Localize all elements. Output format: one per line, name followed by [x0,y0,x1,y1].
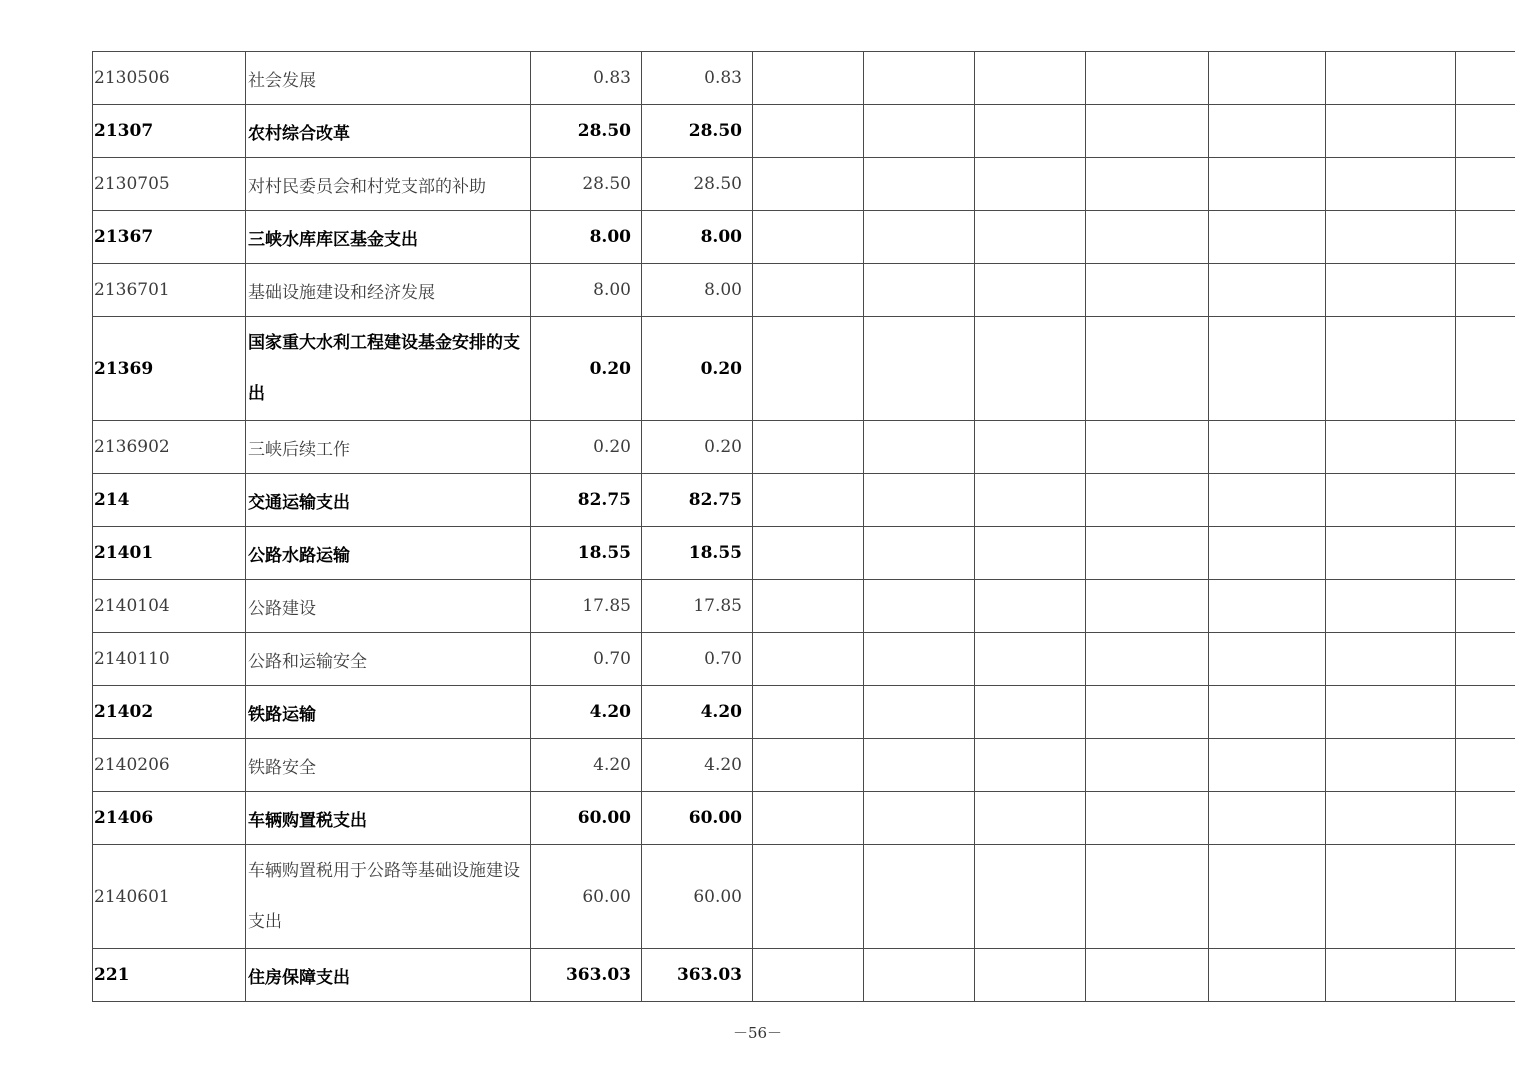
amount-basic: 28.50 [642,105,753,158]
item-code: 21367 [93,211,246,264]
empty-cell [753,686,864,739]
amount-total: 17.85 [531,580,642,633]
empty-cell [1456,949,1515,1002]
empty-cell [753,845,864,949]
table-row [93,474,1515,527]
empty-cell [1209,739,1326,792]
empty-cell [1086,317,1209,421]
amount-total: 4.20 [531,739,642,792]
empty-cell [975,739,1086,792]
empty-cell [1086,527,1209,580]
item-name: 公路和运输安全 [246,633,531,686]
table-row [93,580,1515,633]
empty-cell [1456,264,1515,317]
empty-cell [1326,949,1456,1002]
empty-cell [1326,105,1456,158]
table-row [93,792,1515,845]
empty-cell [864,845,975,949]
empty-cell [864,580,975,633]
empty-cell [1209,52,1326,105]
amount-total: 4.20 [531,686,642,739]
empty-cell [1209,421,1326,474]
empty-cell [864,421,975,474]
item-name: 农村综合改革 [246,105,531,158]
empty-cell [1326,158,1456,211]
empty-cell [1209,105,1326,158]
empty-cell [1456,686,1515,739]
item-code: 2130705 [93,158,246,211]
empty-cell [864,527,975,580]
empty-cell [864,264,975,317]
empty-cell [864,158,975,211]
empty-cell [753,105,864,158]
empty-cell [1326,792,1456,845]
item-code: 2136701 [93,264,246,317]
empty-cell [753,52,864,105]
empty-cell [753,527,864,580]
empty-cell [1456,633,1515,686]
amount-total: 28.50 [531,158,642,211]
item-code: 21402 [93,686,246,739]
amount-total: 8.00 [531,211,642,264]
item-name: 三峡水库库区基金支出 [246,211,531,264]
empty-cell [1209,686,1326,739]
amount-total: 60.00 [531,792,642,845]
page-number: －56－ [732,1024,783,1042]
item-name: 铁路安全 [246,739,531,792]
empty-cell [1456,845,1515,949]
table-row [93,52,1515,105]
empty-cell [753,211,864,264]
budget-table [92,51,1515,1002]
item-code: 2136902 [93,421,246,474]
empty-cell [1086,474,1209,527]
empty-cell [753,580,864,633]
empty-cell [975,421,1086,474]
item-name: 住房保障支出 [246,949,531,1002]
empty-cell [1086,52,1209,105]
empty-cell [1086,686,1209,739]
amount-basic: 0.20 [642,317,753,421]
empty-cell [1209,158,1326,211]
table-row [93,264,1515,317]
empty-cell [975,158,1086,211]
empty-cell [753,474,864,527]
empty-cell [1326,686,1456,739]
empty-cell [975,792,1086,845]
empty-cell [1086,158,1209,211]
empty-cell [1209,527,1326,580]
empty-cell [1086,739,1209,792]
amount-basic: 0.83 [642,52,753,105]
item-name: 车辆购置税用于公路等基础设施建设支出 [246,845,531,949]
empty-cell [753,949,864,1002]
amount-total: 8.00 [531,264,642,317]
empty-cell [1326,739,1456,792]
empty-cell [1086,211,1209,264]
empty-cell [975,105,1086,158]
empty-cell [864,739,975,792]
empty-cell [975,633,1086,686]
empty-cell [1209,211,1326,264]
empty-cell [1326,633,1456,686]
empty-cell [1086,105,1209,158]
item-code: 21307 [93,105,246,158]
empty-cell [864,792,975,845]
empty-cell [975,264,1086,317]
amount-basic: 60.00 [642,792,753,845]
empty-cell [1456,739,1515,792]
table-row [93,686,1515,739]
empty-cell [1456,105,1515,158]
empty-cell [1456,792,1515,845]
empty-cell [753,264,864,317]
empty-cell [753,739,864,792]
empty-cell [864,52,975,105]
empty-cell [1209,845,1326,949]
empty-cell [1326,264,1456,317]
empty-cell [1456,580,1515,633]
amount-total: 0.20 [531,317,642,421]
empty-cell [753,158,864,211]
empty-cell [1086,845,1209,949]
table-row [93,421,1515,474]
item-name: 三峡后续工作 [246,421,531,474]
empty-cell [1209,633,1326,686]
empty-cell [1086,421,1209,474]
empty-cell [975,845,1086,949]
empty-cell [1456,317,1515,421]
empty-cell [1086,264,1209,317]
amount-basic: 363.03 [642,949,753,1002]
table-row [93,317,1515,421]
empty-cell [975,527,1086,580]
amount-basic: 0.20 [642,421,753,474]
empty-cell [975,949,1086,1002]
empty-cell [1086,792,1209,845]
empty-cell [1086,633,1209,686]
amount-total: 363.03 [531,949,642,1002]
item-name: 交通运输支出 [246,474,531,527]
item-code: 214 [93,474,246,527]
empty-cell [864,211,975,264]
table-row [93,845,1515,949]
empty-cell [753,317,864,421]
empty-cell [753,421,864,474]
table-row [93,105,1515,158]
table-row [93,949,1515,1002]
amount-total: 0.83 [531,52,642,105]
item-name: 基础设施建设和经济发展 [246,264,531,317]
amount-basic: 8.00 [642,211,753,264]
table-row [93,633,1515,686]
amount-basic: 60.00 [642,845,753,949]
amount-total: 82.75 [531,474,642,527]
empty-cell [1209,474,1326,527]
item-code: 2140206 [93,739,246,792]
empty-cell [1326,421,1456,474]
empty-cell [1326,211,1456,264]
empty-cell [1086,949,1209,1002]
amount-basic: 0.70 [642,633,753,686]
empty-cell [1326,845,1456,949]
amount-basic: 4.20 [642,739,753,792]
item-name: 社会发展 [246,52,531,105]
amount-basic: 4.20 [642,686,753,739]
item-code: 2140104 [93,580,246,633]
table-row [93,739,1515,792]
empty-cell [975,52,1086,105]
amount-total: 18.55 [531,527,642,580]
empty-cell [975,211,1086,264]
empty-cell [1456,421,1515,474]
empty-cell [1456,211,1515,264]
empty-cell [864,633,975,686]
amount-basic: 17.85 [642,580,753,633]
empty-cell [864,105,975,158]
empty-cell [1326,52,1456,105]
empty-cell [753,633,864,686]
empty-cell [1326,527,1456,580]
empty-cell [864,686,975,739]
empty-cell [864,474,975,527]
empty-cell [1326,317,1456,421]
item-name: 公路建设 [246,580,531,633]
amount-total: 0.20 [531,421,642,474]
item-name: 对村民委员会和村党支部的补助 [246,158,531,211]
item-code: 21369 [93,317,246,421]
empty-cell [1209,264,1326,317]
item-code: 221 [93,949,246,1002]
item-name: 国家重大水利工程建设基金安排的支出 [246,317,531,421]
item-name: 车辆购置税支出 [246,792,531,845]
item-code: 2140110 [93,633,246,686]
item-code: 2140601 [93,845,246,949]
empty-cell [1209,317,1326,421]
amount-basic: 18.55 [642,527,753,580]
empty-cell [1326,580,1456,633]
empty-cell [975,686,1086,739]
empty-cell [975,580,1086,633]
item-code: 21406 [93,792,246,845]
empty-cell [975,317,1086,421]
amount-total: 0.70 [531,633,642,686]
empty-cell [1209,949,1326,1002]
empty-cell [1456,474,1515,527]
item-name: 公路水路运输 [246,527,531,580]
amount-basic: 8.00 [642,264,753,317]
amount-basic: 28.50 [642,158,753,211]
table-row [93,527,1515,580]
empty-cell [1086,580,1209,633]
empty-cell [1209,792,1326,845]
item-code: 21401 [93,527,246,580]
empty-cell [1456,158,1515,211]
empty-cell [1209,580,1326,633]
item-name: 铁路运输 [246,686,531,739]
table-row [93,211,1515,264]
amount-total: 28.50 [531,105,642,158]
empty-cell [753,792,864,845]
empty-cell [864,949,975,1002]
table-row [93,158,1515,211]
empty-cell [975,474,1086,527]
amount-basic: 82.75 [642,474,753,527]
empty-cell [1456,52,1515,105]
empty-cell [1326,474,1456,527]
amount-total: 60.00 [531,845,642,949]
empty-cell [1456,527,1515,580]
item-code: 2130506 [93,52,246,105]
empty-cell [864,317,975,421]
